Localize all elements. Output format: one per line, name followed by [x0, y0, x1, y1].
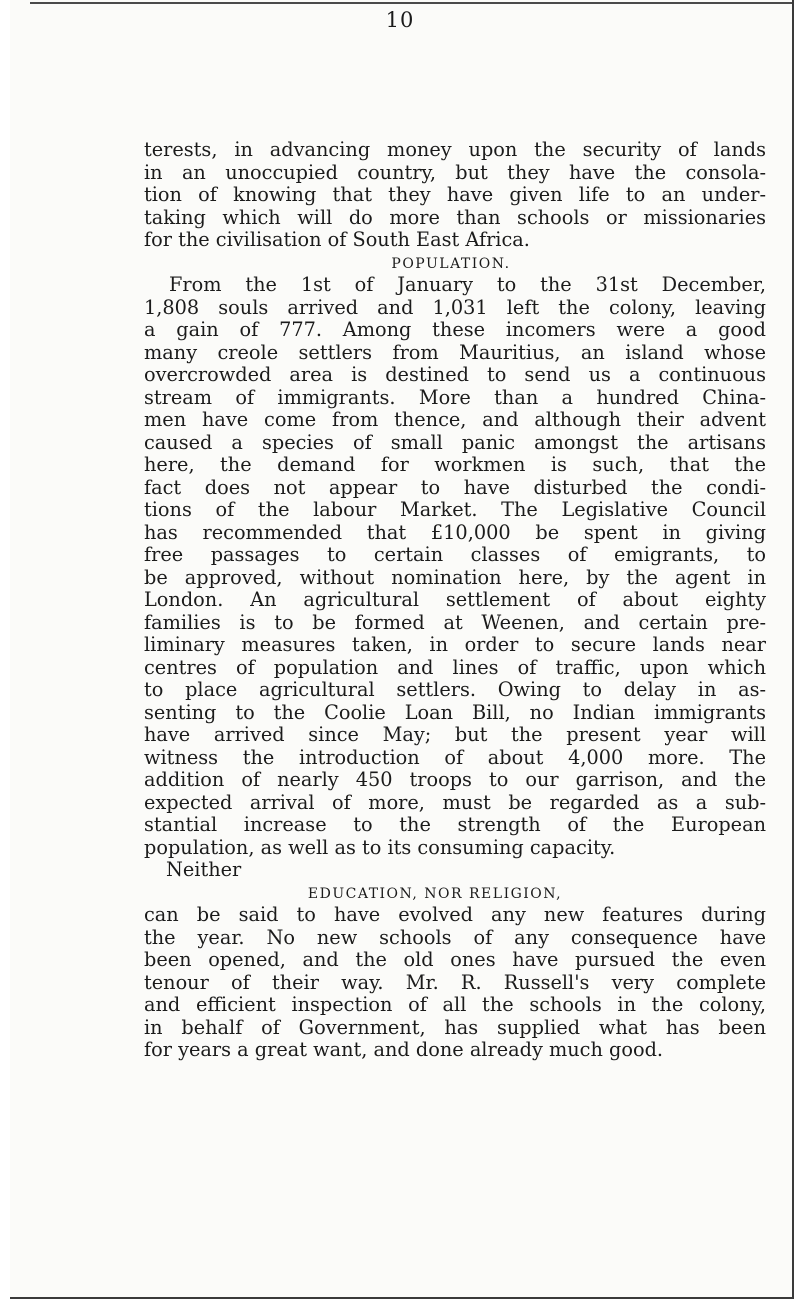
- text-line: addition of nearly 450 troops to our garrison, and the: [144, 769, 766, 791]
- text-line: Neither: [166, 859, 242, 881]
- text-line: terests, in advancing money upon the security of lands: [144, 139, 766, 161]
- text-line: tion of knowing that they have given life to an under-: [144, 184, 766, 206]
- paragraph-population: [144, 274, 766, 882]
- text-line: tions of the labour Market. The Legislative Council: [144, 499, 766, 521]
- text-line: can be said to have evolved any new features during: [144, 904, 766, 926]
- text-line: for years a great want, and done already much good.: [144, 1039, 664, 1061]
- text-line: and efficient inspection of all the schools in the colony,: [144, 994, 766, 1016]
- text-line: liminary measures taken, in order to secure lands near: [144, 634, 766, 656]
- text-line: population, as well as to its consuming capacity.: [144, 836, 616, 859]
- text-line: many creole settlers from Mauritius, an island whose: [144, 341, 766, 364]
- text-line: taking which will do more than schools or missionaries: [144, 206, 766, 229]
- text-line: been opened, and the old ones have pursued the even: [144, 949, 766, 971]
- text-line: caused a species of small panic amongst the artisans: [144, 431, 766, 454]
- text-line: men have come from thence, and although their advent: [144, 409, 766, 431]
- text-line: the year. No new schools of any consequence have: [144, 926, 766, 949]
- text-line: centres of population and lines of traffic, upon which: [144, 656, 766, 679]
- text-line: From the 1st of January to the 31st December,: [169, 274, 766, 296]
- text-line: in behalf of Government, has supplied what has been: [144, 1016, 766, 1039]
- text-line: London. An agricultural settlement of about eighty: [144, 589, 766, 611]
- text-line: in an unoccupied country, but they have the consola-: [144, 161, 766, 184]
- text-line: a gain of 777. Among these incomers were a good: [144, 319, 766, 341]
- text-line: tenour of their way. Mr. R. Russell's very complete: [144, 971, 766, 994]
- text-line: be approved, without nomination here, by the agent in: [144, 566, 766, 589]
- text-line: fact does not appear to have disturbed the condi-: [144, 476, 766, 499]
- text-line: stream of immigrants. More than a hundred China-: [144, 386, 766, 409]
- text-line: to place agricultural settlers. Owing to delay in as-: [144, 679, 766, 701]
- text-line: has recommended that £10,000 be spent in giving: [144, 521, 766, 544]
- text-line: have arrived since May; but the present year will: [144, 724, 766, 746]
- text-line: for the civilisation of South East Africa.: [144, 229, 530, 251]
- text-line: overcrowded area is destined to send us a continuous: [144, 364, 766, 386]
- text-line: here, the demand for workmen is such, that the: [144, 454, 766, 476]
- text-line: 1,808 souls arrived and 1,031 left the colony, leaving: [144, 296, 766, 319]
- text-line: expected arrival of more, must be regarded as a sub-: [144, 791, 766, 814]
- paragraph-continuation: [144, 139, 766, 252]
- section-heading-population: POPULATION.: [391, 255, 511, 272]
- text-line: stantial increase to the strength of the European: [144, 814, 766, 836]
- paragraph-education: [144, 904, 766, 1062]
- text-line: senting to the Coolie Loan Bill, no Indian immigrants: [144, 701, 766, 724]
- text-line: free passages to certain classes of emigrants, to: [144, 544, 766, 566]
- section-heading-education: EDUCATION, NOR RELIGION,: [307, 885, 563, 902]
- page-top-edge: [30, 2, 792, 4]
- body-text: [144, 139, 766, 1062]
- text-line: witness the introduction of about 4,000 more. The: [144, 746, 766, 769]
- page-number: 10: [385, 8, 415, 32]
- text-line: families is to be formed at Weenen, and certain pre-: [144, 611, 766, 634]
